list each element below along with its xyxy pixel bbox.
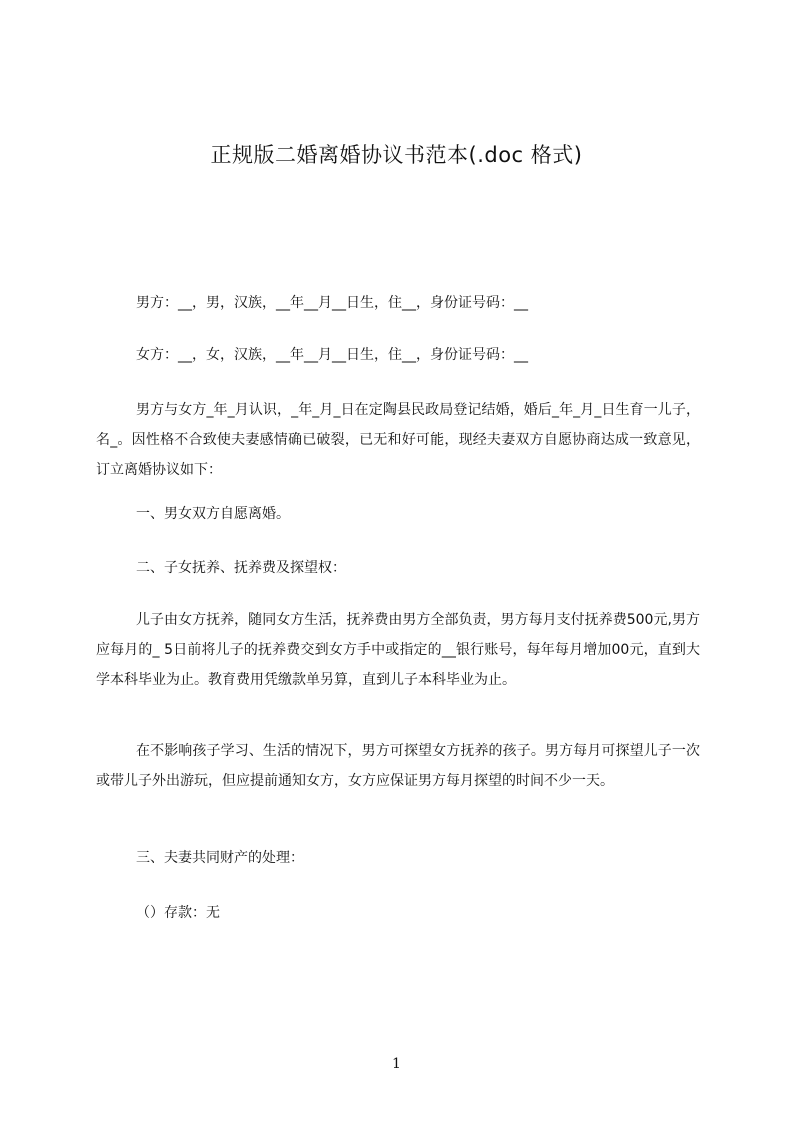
page-number: 1 xyxy=(392,1056,401,1072)
clause-heading-child-custody: 二、子女抚养、抚养费及探望权： xyxy=(136,560,346,576)
paragraph-male-party: 男方：__，男，汉族，__年__月__日生，住__，身份证号码：__ xyxy=(136,295,528,311)
clause-heading-divorce: 一、男女双方自愿离婚。 xyxy=(136,506,290,522)
clause-heading-property: 三、夫妻共同财产的处理： xyxy=(136,850,304,866)
paragraph-visitation: 在不影响孩子学习、生活的情况下，男方可探望女方抚养的孩子。男方每月可探望儿子一次或带儿子外出游玩，但应提前通知女方，女方应保证男方每月探望的时间不少一天。 xyxy=(96,743,700,789)
paragraph-background: 男方与女方_年_月认识，_年_月_日在定陶县民政局登记结婚，婚后_年_月_日生育一儿子，名_。因性格不合致使夫妻感情确已破裂，已无和好可能，现经夫妻双方自愿协商达成一致意见，订立离婚协议如下： xyxy=(96,402,700,478)
paragraph-child-support: 儿子由女方抚养，随同女方生活，抚养费由男方全部负责，男方每月支付抚养费500元,男方应每月的_ 5日前将儿子的抚养费交到女方手中或指定的__银行账号，每年每月增加00元，直到大学本科毕业为止。教育费用凭缴款单另算，直到儿子本科毕业为止。 xyxy=(96,612,700,688)
document-title: 正规版二婚离婚协议书范本(.doc 格式) xyxy=(210,143,583,167)
paragraph-savings: （）存款：无 xyxy=(136,905,220,921)
paragraph-female-party: 女方：__，女，汉族，__年__月__日生，住__，身份证号码：__ xyxy=(136,347,528,363)
